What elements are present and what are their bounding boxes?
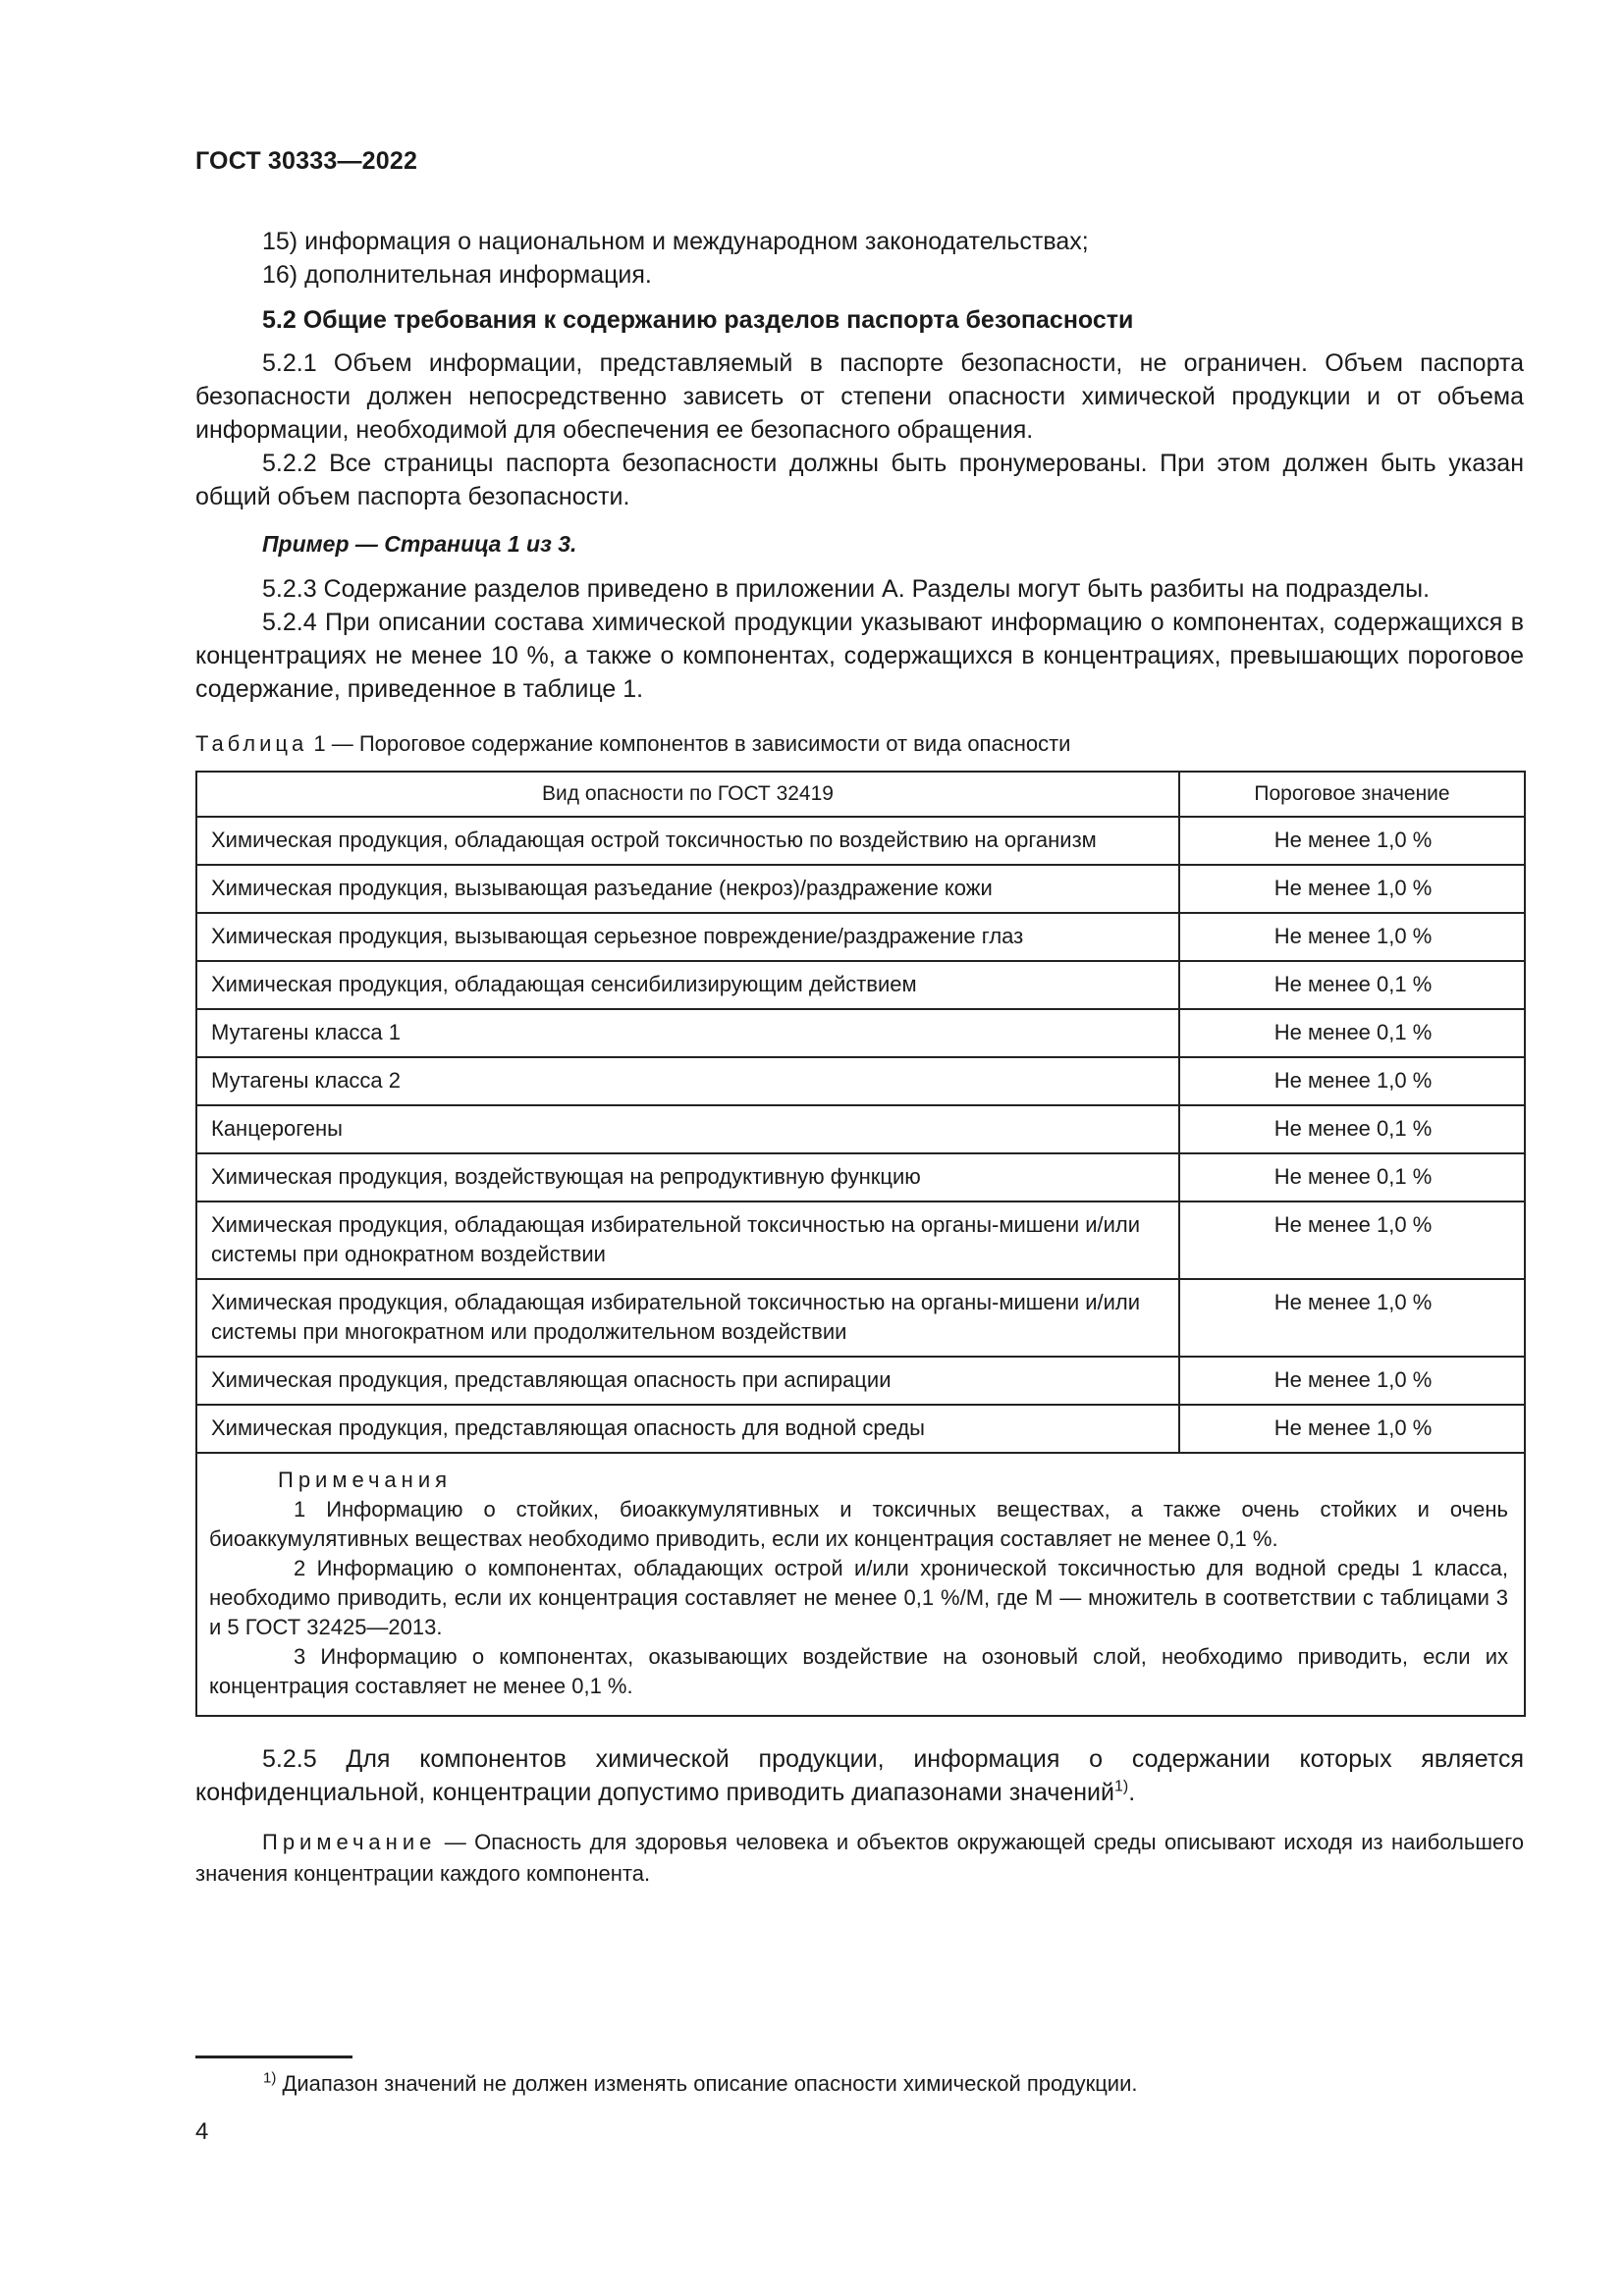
hazard-cell: Мутагены класса 1 <box>196 1009 1179 1057</box>
hazard-cell: Химическая продукция, вызывающая серьезное повреждение/раздражение глаз <box>196 913 1179 961</box>
table-row <box>196 1201 1525 1279</box>
table-header-row <box>196 772 1525 817</box>
paragraph-5-2-4: 5.2.4 При описании состава химической продукции указывают информацию о компонентах, содержащихся в концентрациях не менее 10 %, а также о компонентах, содержащихся в концентрациях, превышающих пороговое содержание, приведенное в таблице 1. <box>195 609 1524 703</box>
threshold-cell: Не менее 1,0 % <box>1179 1279 1525 1357</box>
list-item-16: 16) дополнительная информация. <box>262 261 652 289</box>
threshold-cell: Не менее 1,0 % <box>1179 1201 1525 1279</box>
note-paragraph <box>195 1827 1524 1890</box>
paragraph-5-2-5 <box>195 1742 1524 1809</box>
table-row <box>196 865 1525 913</box>
table-row <box>196 1405 1525 1453</box>
note-label: Примечание <box>262 1830 437 1854</box>
hazard-cell: Канцерогены <box>196 1105 1179 1153</box>
example-text: Пример — Страница 1 из 3. <box>262 531 577 557</box>
threshold-cell: Не менее 0,1 % <box>1179 1105 1525 1153</box>
table-row <box>196 1153 1525 1201</box>
threshold-cell: Не менее 1,0 % <box>1179 1057 1525 1105</box>
section-heading: 5.2 Общие требования к содержанию разделов паспорта безопасности <box>262 306 1134 334</box>
paragraph-5-2-5-text: 5.2.5 Для компонентов химической продукции, информация о содержании которых является конфиденциальной, концентрации допустимо приводить диапазонами значений <box>195 1745 1524 1806</box>
table-note: 2 Информацию о компонентах, обладающих острой и/или хронической токсичностью для водной среды 1 класса, необходимо приводить, если их концентрация составляет не менее 0,1 %/M, где M — множитель в соответствии с таблицами 3 и 5 ГОСТ 32425—2013. <box>209 1556 1508 1639</box>
table-row <box>196 913 1525 961</box>
table-row <box>196 1009 1525 1057</box>
table-row <box>196 1279 1525 1357</box>
page-number: 4 <box>195 2118 209 2145</box>
footnote-mark: 1) <box>263 2069 277 2087</box>
table-row <box>196 817 1525 865</box>
threshold-cell: Не менее 1,0 % <box>1179 1405 1525 1453</box>
hazard-cell: Химическая продукция, вызывающая разъедание (некроз)/раздражение кожи <box>196 865 1179 913</box>
hazard-cell: Химическая продукция, воздействующая на репродуктивную функцию <box>196 1153 1179 1201</box>
paragraph-5-2-5-end: . <box>1128 1779 1136 1806</box>
table-row <box>196 1105 1525 1153</box>
table-row <box>196 961 1525 1009</box>
table-notes-cell <box>196 1453 1525 1716</box>
paragraph-5-2-2: 5.2.2 Все страницы паспорта безопасности должны быть пронумерованы. При этом должен быть указан общий объем паспорта безопасности. <box>195 450 1524 510</box>
table-notes-row <box>196 1453 1525 1716</box>
table-note: 1 Информацию о стойких, биоаккумулятивных и токсичных веществах, а также очень стойких и очень биоаккумулятивных веществах необходимо приводить, если их концентрация составляет не менее 0,1 %. <box>209 1497 1508 1551</box>
document-header-title: ГОСТ 30333—2022 <box>195 147 418 175</box>
table-caption <box>195 727 1524 761</box>
paragraph-5-2-3: 5.2.3 Содержание разделов приведено в приложении А. Разделы могут быть разбиты на подразделы. <box>262 575 1431 603</box>
threshold-cell: Не менее 1,0 % <box>1179 913 1525 961</box>
notes-heading: Примечания <box>278 1468 453 1492</box>
hazard-cell: Химическая продукция, обладающая острой токсичностью по воздействию на организм <box>196 817 1179 865</box>
document-body <box>195 225 1524 1890</box>
threshold-cell: Не менее 1,0 % <box>1179 817 1525 865</box>
paragraph-5-2-1: 5.2.1 Объем информации, представляемый в паспорте безопасности, не ограничен. Объем паспорта безопасности должен непосредственно зависеть от степени опасности химической продукции и от объема информации, необходимой для обеспечения ее безопасного обращения. <box>195 349 1524 444</box>
note-text: — Опасность для здоровья человека и объектов окружающей среды описывают исходя из наибольшего значения концентрации каждого компонента. <box>195 1830 1524 1886</box>
hazard-cell: Химическая продукция, обладающая сенсибилизирующим действием <box>196 961 1179 1009</box>
hazard-cell: Химическая продукция, представляющая опасность при аспирации <box>196 1357 1179 1405</box>
column-header-threshold: Пороговое значение <box>1179 772 1525 817</box>
table-row <box>196 1057 1525 1105</box>
hazard-cell: Химическая продукция, обладающая избирательной токсичностью на органы-мишени и/или системы при многократном или продолжительном воздействии <box>196 1279 1179 1357</box>
table-caption-label: Таблица <box>195 731 308 756</box>
table-row <box>196 1357 1525 1405</box>
footnote-reference: 1) <box>1114 1778 1129 1795</box>
hazard-cell: Химическая продукция, представляющая опасность для водной среды <box>196 1405 1179 1453</box>
column-header-hazard: Вид опасности по ГОСТ 32419 <box>196 772 1179 817</box>
footnote <box>263 2071 1138 2097</box>
footnote-text: Диапазон значений не должен изменять описание опасности химической продукции. <box>276 2071 1138 2096</box>
threshold-cell: Не менее 0,1 % <box>1179 1009 1525 1057</box>
list-item-15: 15) информация о национальном и международном законодательствах; <box>262 228 1089 255</box>
hazard-cell: Мутагены класса 2 <box>196 1057 1179 1105</box>
threshold-cell: Не менее 1,0 % <box>1179 865 1525 913</box>
threshold-cell: Не менее 0,1 % <box>1179 1153 1525 1201</box>
table-caption-text: 1 — Пороговое содержание компонентов в зависимости от вида опасности <box>313 731 1071 756</box>
footnote-divider <box>195 2056 352 2058</box>
threshold-cell: Не менее 1,0 % <box>1179 1357 1525 1405</box>
table-note: 3 Информацию о компонентах, оказывающих воздействие на озоновый слой, необходимо приводить, если их концентрация составляет не менее 0,1 %. <box>209 1644 1508 1698</box>
hazard-cell: Химическая продукция, обладающая избирательной токсичностью на органы-мишени и/или системы при однократном воздействии <box>196 1201 1179 1279</box>
threshold-cell: Не менее 0,1 % <box>1179 961 1525 1009</box>
threshold-table <box>195 771 1526 1717</box>
